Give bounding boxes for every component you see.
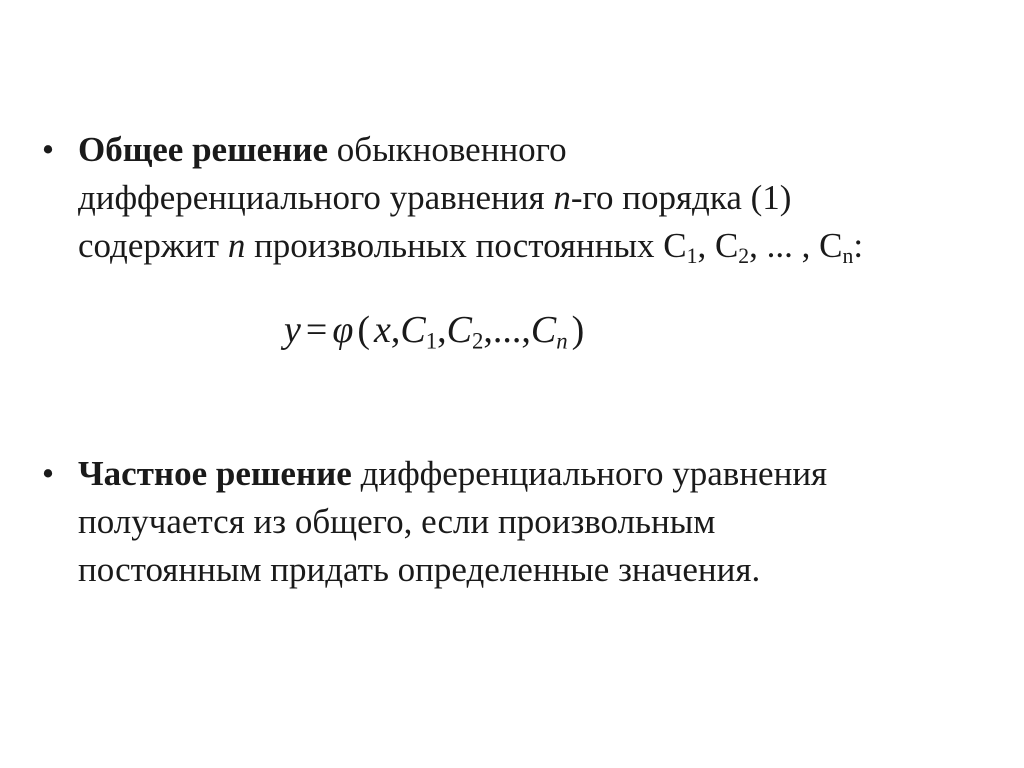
text-fragment: дифференциального уравнения xyxy=(351,454,828,493)
formula-subscript: 1 xyxy=(425,328,438,354)
formula-equals: = xyxy=(305,309,328,351)
variable-n: n xyxy=(553,178,571,217)
variable-n: n xyxy=(227,226,246,265)
text-fragment: , ... , С xyxy=(749,226,843,265)
text-line xyxy=(78,450,978,498)
text-line xyxy=(78,222,978,270)
formula-c: C xyxy=(530,309,557,351)
formula-subscript: 2 xyxy=(472,328,484,354)
formula-subscript: n xyxy=(556,328,568,354)
subscript: 2 xyxy=(738,244,750,269)
formula-comma: , xyxy=(521,309,531,351)
text-line xyxy=(78,174,978,222)
text-fragment: , С xyxy=(697,226,739,265)
formula-close-paren: ) xyxy=(571,309,585,351)
bullet-marker: • xyxy=(41,454,55,493)
text-fragment: содержит xyxy=(78,226,228,265)
formula-general-solution xyxy=(284,304,588,356)
formula-comma: , xyxy=(437,309,447,351)
bullet-marker: • xyxy=(41,130,55,169)
formula-ellipsis: ... xyxy=(492,309,522,351)
text-fragment: произвольных постоянных С xyxy=(245,226,687,265)
text-line: постоянным придать определенные значения. xyxy=(78,550,761,589)
text-line xyxy=(78,126,978,174)
subscript: n xyxy=(842,244,854,269)
text-fragment: обыкновенного xyxy=(328,130,567,169)
term-general-solution: Общее решение xyxy=(78,130,329,169)
text-line: получается из общего, если произвольным xyxy=(78,502,716,541)
text-fragment: дифференциального уравнения xyxy=(78,178,554,217)
formula-phi: φ xyxy=(332,309,354,351)
formula-x: x xyxy=(374,309,391,351)
formula-open-paren: ( xyxy=(357,309,370,351)
term-particular-solution: Частное решение xyxy=(78,454,352,493)
bullet-text xyxy=(78,450,978,594)
formula-comma: , xyxy=(483,309,493,351)
formula-y: y xyxy=(284,309,301,351)
formula-comma: , xyxy=(390,309,401,351)
text-fragment: -го порядка (1) xyxy=(570,178,792,217)
text-fragment: : xyxy=(853,226,864,265)
formula-c: C xyxy=(446,309,472,351)
bullet-text xyxy=(78,126,978,270)
formula-c: C xyxy=(400,309,426,351)
subscript: 1 xyxy=(686,244,698,269)
